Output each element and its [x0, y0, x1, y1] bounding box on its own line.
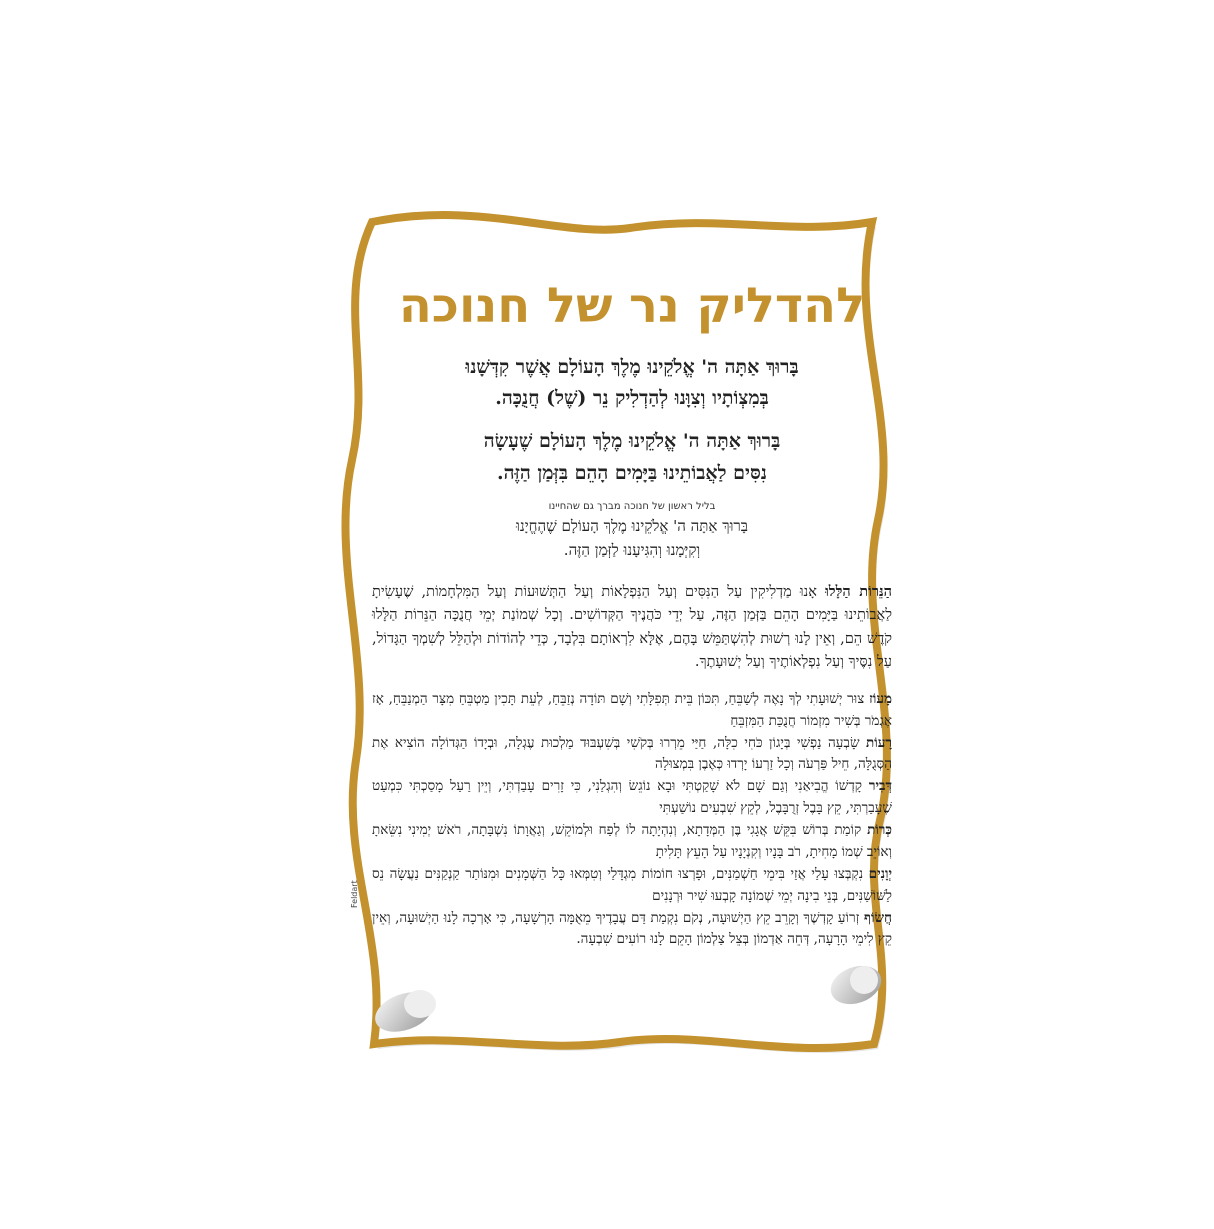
maoz-tzur-stanza	[372, 820, 892, 864]
plaque-content	[372, 270, 892, 951]
blessing-line: בָּרוּךְ אַתָּה ה' אֱלֹקֵינוּ מֶלֶךְ הָעוֹלָם אֲשֶׁר קִדְּשָׁנוּ	[465, 355, 799, 378]
maoz-tzur-section	[372, 689, 892, 951]
blessing-line: נִסִּים לַאֲבוֹתֵינוּ בַּיָּמִים הָהֵם בִּזְּמַן הַזֶּה.	[497, 461, 767, 484]
stanza-opening: רָעוֹת	[866, 734, 892, 751]
maoz-tzur-stanza	[372, 864, 892, 908]
maoz-tzur-stanza	[372, 689, 892, 733]
stanza-text: זְרוֹעַ קָדְשֶׁךָ וְקָרֵב קֵץ הַיְשׁוּעָה, נְקֹם נִקְמַת דַּם עֲבָדֶיךָ מֵאֻמָּה הָרְשָׁעָה, כִּי אָרְכָה לָנוּ הַיְשׁוּעָה, וְאֵין קֵץ לִימֵי הָרָעָה, דְּחֵה אַדְמוֹן בְּצֵל צַלְמוֹן הָקֵם לָנוּ רוֹעִים שִׁבְעָה.	[372, 909, 892, 948]
stanza-text: צוּר יְשׁוּעָתִי לְךָ נָאֶה לְשַׁבֵּחַ, תִּכּוֹן בֵּית תְּפִלָּתִי וְשָׁם תּוֹדָה נְזַבֵּחַ, לְעֵת תָּכִין מַטְבֵּחַ מִצָּר הַמְנַבֵּחַ, אָז אֶגְמֹר בְּשִׁיר מִזְמוֹר חֲנֻכַּת הַמִּזְבֵּחַ	[372, 690, 892, 729]
haneirot-halalu-paragraph	[372, 580, 892, 675]
stanza-text: קוֹמַת בְּרוֹשׁ בִּקֵּשׁ אֲגָגִי בֶּן הַמְּדָתָא, וְנִהְיָתָה לוֹ לְפַח וּלְמוֹקֵשׁ, וְגַאֲוָתוֹ נִשְׁבָּתָה, רֹאשׁ יְמִינִי נִשֵּׂאתָ וְאוֹיֵב שְׁמוֹ מָחִיתָ, רֹב בָּנָיו וְקִנְיָנָיו עַל הָעֵץ תָּלִיתָ	[372, 822, 892, 860]
stanza-text: שָׂבְעָה נַפְשִׁי בְּיָגוֹן כֹּחִי כִלָּה, חַיַּי מֵרְרוּ בְּקֹשִׁי בְּשִׁעְבּוּד מַלְכוּת עֶגְלָה, וּבְיָדוֹ הַגְּדוֹלָה הוֹצִיא אֶת הַסְּגֻלָּה, חֵיל פַּרְעֹה וְכָל זַרְעוֹ יָרְדוּ כְּאֶבֶן בִּמְצוּלָה	[372, 734, 892, 773]
maoz-tzur-stanza	[372, 908, 892, 952]
stanza-opening: מָעוֹז	[869, 690, 892, 707]
shehecheyanu-note: בליל ראשון של חנוכה מברך גם שהחיינו	[548, 500, 716, 512]
haneirot-opening: הַנֵּרוֹת הַלָּלוּ	[825, 582, 892, 600]
stanza-opening: דְּבִיר	[868, 778, 892, 795]
maoz-tzur-stanza	[372, 776, 892, 820]
blessing-line: וְקִיְּמָנוּ וְהִגִּיעָנוּ לַזְּמַן הַזֶּה.	[563, 540, 701, 559]
stanza-text: נִקְבְּצוּ עָלַי אֲזַי בִּימֵי חַשְׁמַנִּים, וּפָרְצוּ חוֹמוֹת מִגְדָּלַי וְטִמְּאוּ כָּל הַשְּׁמָנִים וּמִנּוֹתַר קַנְקַנִּים נַעֲשָׂה נֵס לַשּׁוֹשַׁנִּים, בְּנֵי בִינָה יְמֵי שְׁמוֹנָה קָבְעוּ שִׁיר וּרְנָנִים	[372, 865, 892, 904]
blessing-line: בָּרוּךְ אַתָּה ה' אֱלֹקֵינוּ מֶלֶךְ הָעוֹלָם שֶׁעָשָׂה	[483, 430, 781, 453]
blessing-first	[372, 352, 892, 415]
blessing-second	[372, 426, 892, 489]
stanza-text: קָדְשׁוֹ הֱבִיאַנִי וְגַם שָׁם לֹא שָׁקַטְתִּי וּבָא נוֹגֵשׂ וְהִגְלַנִי, כִּי זָרִים עָבַדְתִּי, וְיֵין רַעַל מָסַכְתִּי כִּמְעַט שֶׁעָבַרְתִּי, קֵץ בָּבֶל זְרֻבָּבֶל, לְקֵץ שִׁבְעִים נוֹשַׁעְתִּי	[372, 778, 892, 817]
page-title: להדליק נר של חנוכה	[398, 278, 866, 334]
blessing-third	[372, 514, 892, 562]
stanza-opening: כְּרוֹת	[867, 822, 892, 839]
maoz-tzur-stanza	[372, 733, 892, 777]
blessing-line: בְּמִצְוֹתָיו וְצִוָּנוּ לְהַדְלִיק נֵר (שֶׁל) חֲנֻכָּה.	[495, 386, 769, 409]
stanza-opening: יְוָנִים	[868, 865, 892, 882]
maker-mark: Feldart	[350, 880, 359, 908]
stanza-opening: חֲשׂוֹף	[864, 909, 892, 926]
blessing-line: בָּרוּךְ אַתָּה ה' אֱלֹקֵינוּ מֶלֶךְ הָעוֹלָם שֶׁהֶחֱיָנוּ	[515, 516, 749, 535]
haneirot-text: אָנוּ מַדְלִיקִין עַל הַנִּסִּים וְעַל הַנִּפְלָאוֹת וְעַל הַתְּשׁוּעוֹת וְעַל הַמִּלְחָמוֹת, שֶׁעָשִׂיתָ לַאֲבוֹתֵינוּ בַּיָּמִים הָהֵם בַּזְּמַן הַזֶּה, עַל יְדֵי כֹּהֲנֶיךָ הַקְּדוֹשִׁים. וְכָל שְׁמוֹנַת יְמֵי חֲנֻכָּה הַנֵּרוֹת הַלָּלוּ קֹדֶשׁ הֵם, וְאֵין לָנוּ רְשׁוּת לְהִשְׁתַּמֵּשׁ בָּהֶם, אֶלָּא לִרְאוֹתָם בִּלְבָד, כְּדֵי לְהוֹדוֹת וּלְהַלֵּל לְשִׁמְךָ הַגָּדוֹל, עַל נִסֶּיךָ וְעַל נִפְלְאוֹתֶיךָ וְעַל יְשׁוּעָתֶךָ.	[372, 583, 892, 671]
